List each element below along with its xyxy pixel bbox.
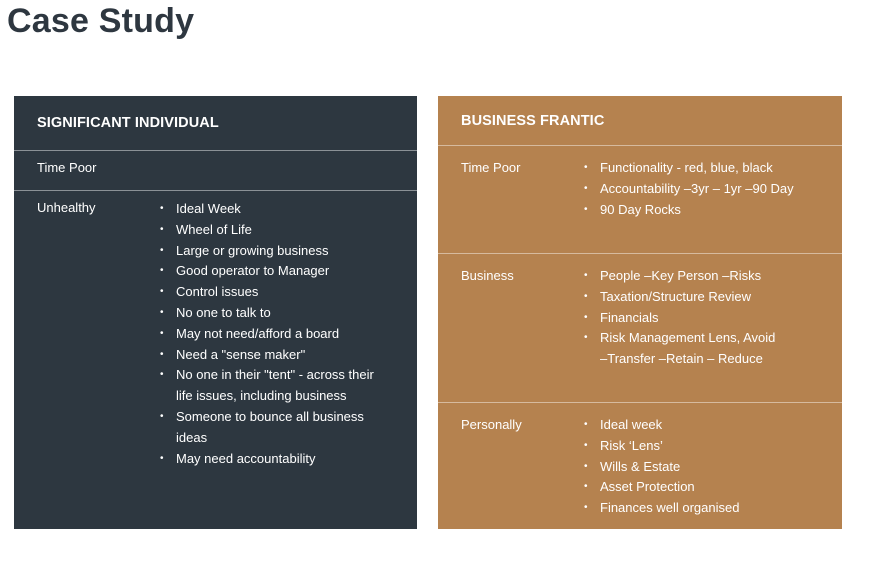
list-item: • No one in their "tent" - across their life issues, including business bbox=[160, 365, 380, 407]
row-label-unhealthy: Unhealthy bbox=[37, 200, 96, 215]
row-label-business: Business bbox=[461, 268, 514, 283]
list-item: • Need a "sense maker" bbox=[160, 345, 380, 366]
list-item: • Risk ‘Lens’ bbox=[584, 436, 794, 457]
list-item: • Wills & Estate bbox=[584, 457, 794, 478]
business-bullet-list bbox=[584, 266, 784, 370]
list-item: • Ideal Week bbox=[160, 199, 380, 220]
business-frantic-panel bbox=[438, 96, 842, 529]
row-personally bbox=[438, 403, 842, 528]
list-item: • Ideal week bbox=[584, 415, 794, 436]
row-label-time-poor: Time Poor bbox=[37, 160, 97, 175]
list-item: • Finances well organised bbox=[584, 498, 794, 519]
list-item: • May need accountability bbox=[160, 449, 380, 470]
row-label-time-poor: Time Poor bbox=[461, 160, 521, 175]
list-item: • Risk Management Lens, Avoid –Transfer –Retain – Reduce bbox=[584, 328, 784, 370]
page-title: Case Study bbox=[7, 2, 195, 40]
list-item: • Someone to bounce all business ideas bbox=[160, 407, 380, 449]
panel-header-business-frantic: BUSINESS FRANTIC bbox=[461, 112, 605, 129]
list-item: • Good operator to Manager bbox=[160, 261, 380, 282]
list-item: • Accountability –3yr – 1yr –90 Day bbox=[584, 179, 794, 200]
row-label-personally: Personally bbox=[461, 417, 522, 432]
row-business bbox=[438, 254, 842, 402]
list-item: • Asset Protection bbox=[584, 477, 794, 498]
list-item: • Control issues bbox=[160, 282, 380, 303]
time-poor-bullet-list bbox=[584, 158, 794, 220]
list-item: • Taxation/Structure Review bbox=[584, 287, 784, 308]
row-unhealthy bbox=[14, 191, 417, 521]
unhealthy-bullet-list bbox=[160, 199, 380, 469]
list-item: • May not need/afford a board bbox=[160, 324, 380, 345]
list-item: • Wheel of Life bbox=[160, 220, 380, 241]
row-time-poor bbox=[14, 151, 417, 190]
list-item: • Large or growing business bbox=[160, 241, 380, 262]
row-time-poor bbox=[438, 146, 842, 253]
significant-individual-panel bbox=[14, 96, 417, 529]
panel-header-significant-individual: SIGNIFICANT INDIVIDUAL bbox=[37, 115, 219, 131]
list-item: • 90 Day Rocks bbox=[584, 200, 794, 221]
personally-bullet-list bbox=[584, 415, 794, 519]
list-item: • People –Key Person –Risks bbox=[584, 266, 784, 287]
list-item: • Functionality - red, blue, black bbox=[584, 158, 794, 179]
list-item: • Financials bbox=[584, 308, 784, 329]
list-item: • No one to talk to bbox=[160, 303, 380, 324]
